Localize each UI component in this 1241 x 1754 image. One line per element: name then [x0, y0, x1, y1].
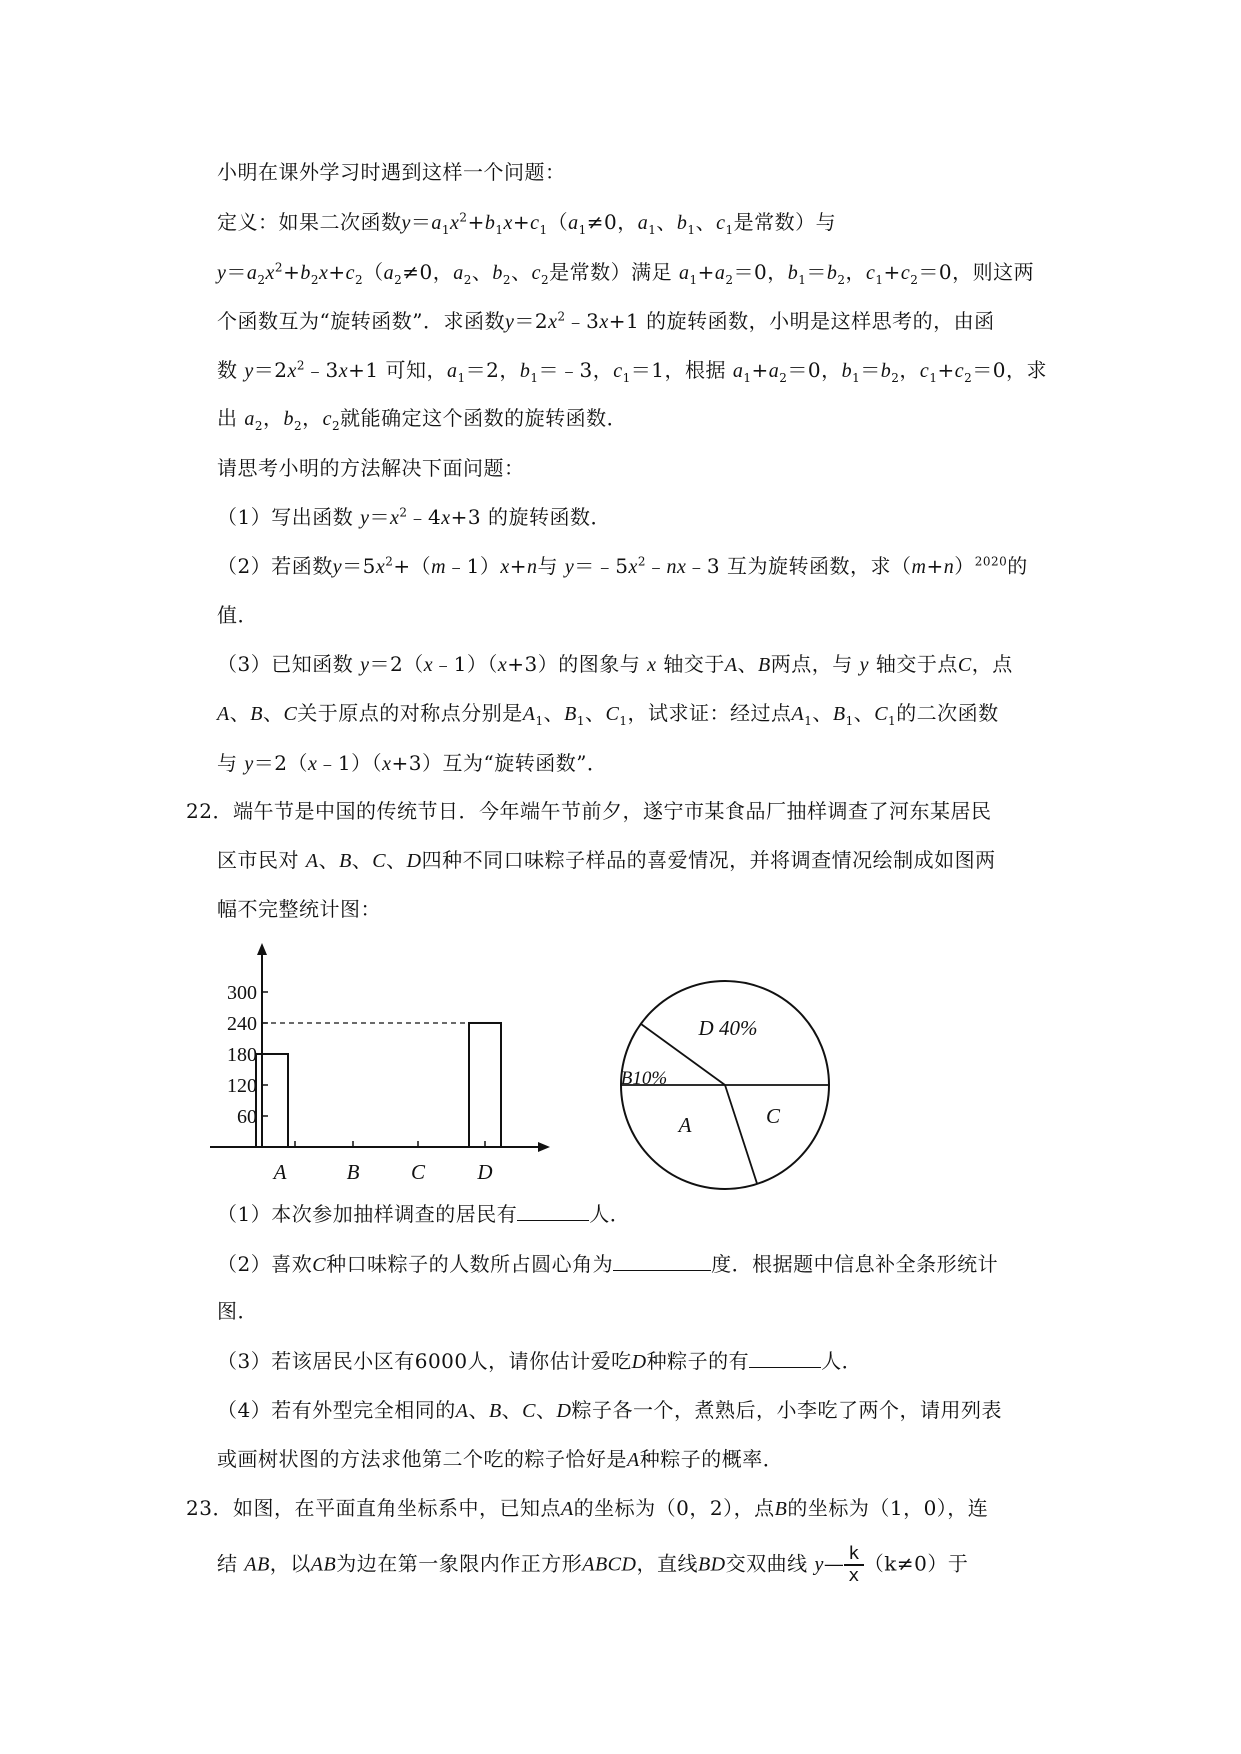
- y-tick-label: 240: [227, 1012, 257, 1035]
- q22-sub-2-end: 图．: [217, 1299, 258, 1323]
- answer-blank-1[interactable]: [517, 1200, 589, 1221]
- part-3-line-3: 与 y＝2（x﹣1）（x+3）互为“旋转函数”．: [217, 751, 608, 775]
- x-axis-arrow: [538, 1142, 550, 1152]
- x-tick-label: B: [346, 1160, 360, 1180]
- pie-label-A: A: [678, 1113, 692, 1137]
- y-tick-label: 180: [227, 1043, 257, 1066]
- answer-blank-2[interactable]: [613, 1250, 711, 1271]
- part-2-end: 值．: [217, 603, 258, 627]
- part-1: （1）写出函数 $y=x^2﹣4x+3$ 的旋转函数．: [217, 505, 611, 529]
- q22-sub-4-line-2: 或画树状图的方法求他第二个吃的粽子恰好是A种粽子的概率．: [217, 1447, 784, 1471]
- q22-number: 22．: [186, 799, 233, 823]
- y-axis-arrow: [257, 943, 267, 955]
- pie-divider: [725, 1085, 757, 1184]
- x-tick-label: A: [273, 1160, 287, 1180]
- x-tick-label: D: [477, 1160, 493, 1180]
- q22-sub-3: （3）若该居民小区有6000人，请你估计爱吃D种粽子的有 人．: [217, 1349, 863, 1373]
- intro-line: 小明在课外学习时遇到这样一个问题：: [217, 160, 566, 184]
- answer-blank-3[interactable]: [749, 1347, 821, 1368]
- part-3: （3）已知函数 y＝2（x﹣1）（x+3）的图象与 x 轴交于A、B两点，与 y 轴交于点C，点: [217, 652, 1013, 676]
- q23-line-2: 结 AB，以AB为边在第一象限内作正方形ABCD，直线BD交双曲线 y— $\frac{k}{x}$ （k≠0）于: [217, 1543, 969, 1586]
- q22-sub-2: （2）喜欢C种口味粽子的人数所占圆心角为 度．根据题中信息补全条形统计: [217, 1252, 999, 1276]
- q22-line-1: 22．端午节是中国的传统节日．今年端午节前夕，遂宁市某食品厂抽样调查了河东某居民: [186, 799, 992, 823]
- q23-number: 23．: [186, 1496, 233, 1520]
- bar-A: [256, 1054, 288, 1147]
- part-2: （2）若函数$y=5x^2+(m﹣1)x+n$与 $y=﹣5x^2﹣nx﹣3$ 互为旋转函数，求$(m+n)^{2020}$的: [217, 554, 1028, 578]
- y-tick-label: 300: [227, 981, 257, 1004]
- pie-chart-layer: [621, 981, 829, 1189]
- definition-line-2: $y=a_2x^2+b_2x+c_2(a_2\ne 0$，$a_2$、$b_2$、$c_2$是常数）满足 $a_1+a_2=0$，$b_1=b_2$，$c_1+c_2=0$，则这两: [217, 260, 1035, 287]
- fraction-k-over-x: $\frac{k}{x}$: [844, 1544, 863, 1586]
- definition-line-1: 定义：如果二次函数$y=a_1x^2+b_1x+c_1(a_1\ne 0$，$a_1$、$b_1$、$c_1$是常数）与: [217, 210, 837, 237]
- q22-line-3: 幅不完整统计图：: [217, 897, 381, 921]
- pie-label-B: B10%: [620, 1068, 668, 1089]
- part-3-line-2: A、B、C关于原点的对称点分别是$A_1$、$B_1$、$C_1$，试求证：经过点$A_1$、$B_1$、$C_1$的二次函数: [217, 701, 999, 728]
- bar-chart: [205, 935, 555, 1180]
- bar-chart-layer: [210, 943, 550, 1180]
- pie-label-D: D 40%: [698, 1016, 758, 1040]
- q23-line-1: 23．如图，在平面直角坐标系中，已知点A的坐标为（0，2），点B的坐标为（1，0），连: [186, 1496, 989, 1520]
- q22-sub-1: （1）本次参加抽样调查的居民有 人．: [217, 1202, 631, 1226]
- y-tick-label: 120: [227, 1074, 257, 1097]
- pie-chart: [615, 975, 835, 1195]
- definition-line-3: 个函数互为“旋转函数”．求函数$y=2x^2﹣3x+1$ 的旋转函数，小明是这样思考的，由函: [217, 309, 995, 333]
- definition-line-4: 数 $y=2x^2﹣3x+1$ 可知，$a_1=2$，$b_1=﹣3$，$c_1=1$，根据 $a_1+a_2=0$，$b_1=b_2$，$c_1+c_2=0$，求: [217, 358, 1047, 385]
- bar-D: [469, 1023, 501, 1147]
- y-tick-label: 60: [237, 1105, 257, 1128]
- q22-sub-4: （4）若有外型完全相同的A、B、C、D粽子各一个，煮熟后，小李吃了两个，请用列表: [217, 1398, 1002, 1422]
- x-tick-label: C: [410, 1160, 426, 1180]
- prompt-line: 请思考小明的方法解决下面问题：: [217, 456, 525, 480]
- definition-line-5: 出 $a_2$，$b_2$，$c_2$就能确定这个函数的旋转函数．: [217, 406, 628, 433]
- pie-label-C: C: [765, 1104, 781, 1128]
- q22-line-2: 区市民对 A、B、C、D四种不同口味粽子样品的喜爱情况，并将调查情况绘制成如图两: [217, 848, 996, 872]
